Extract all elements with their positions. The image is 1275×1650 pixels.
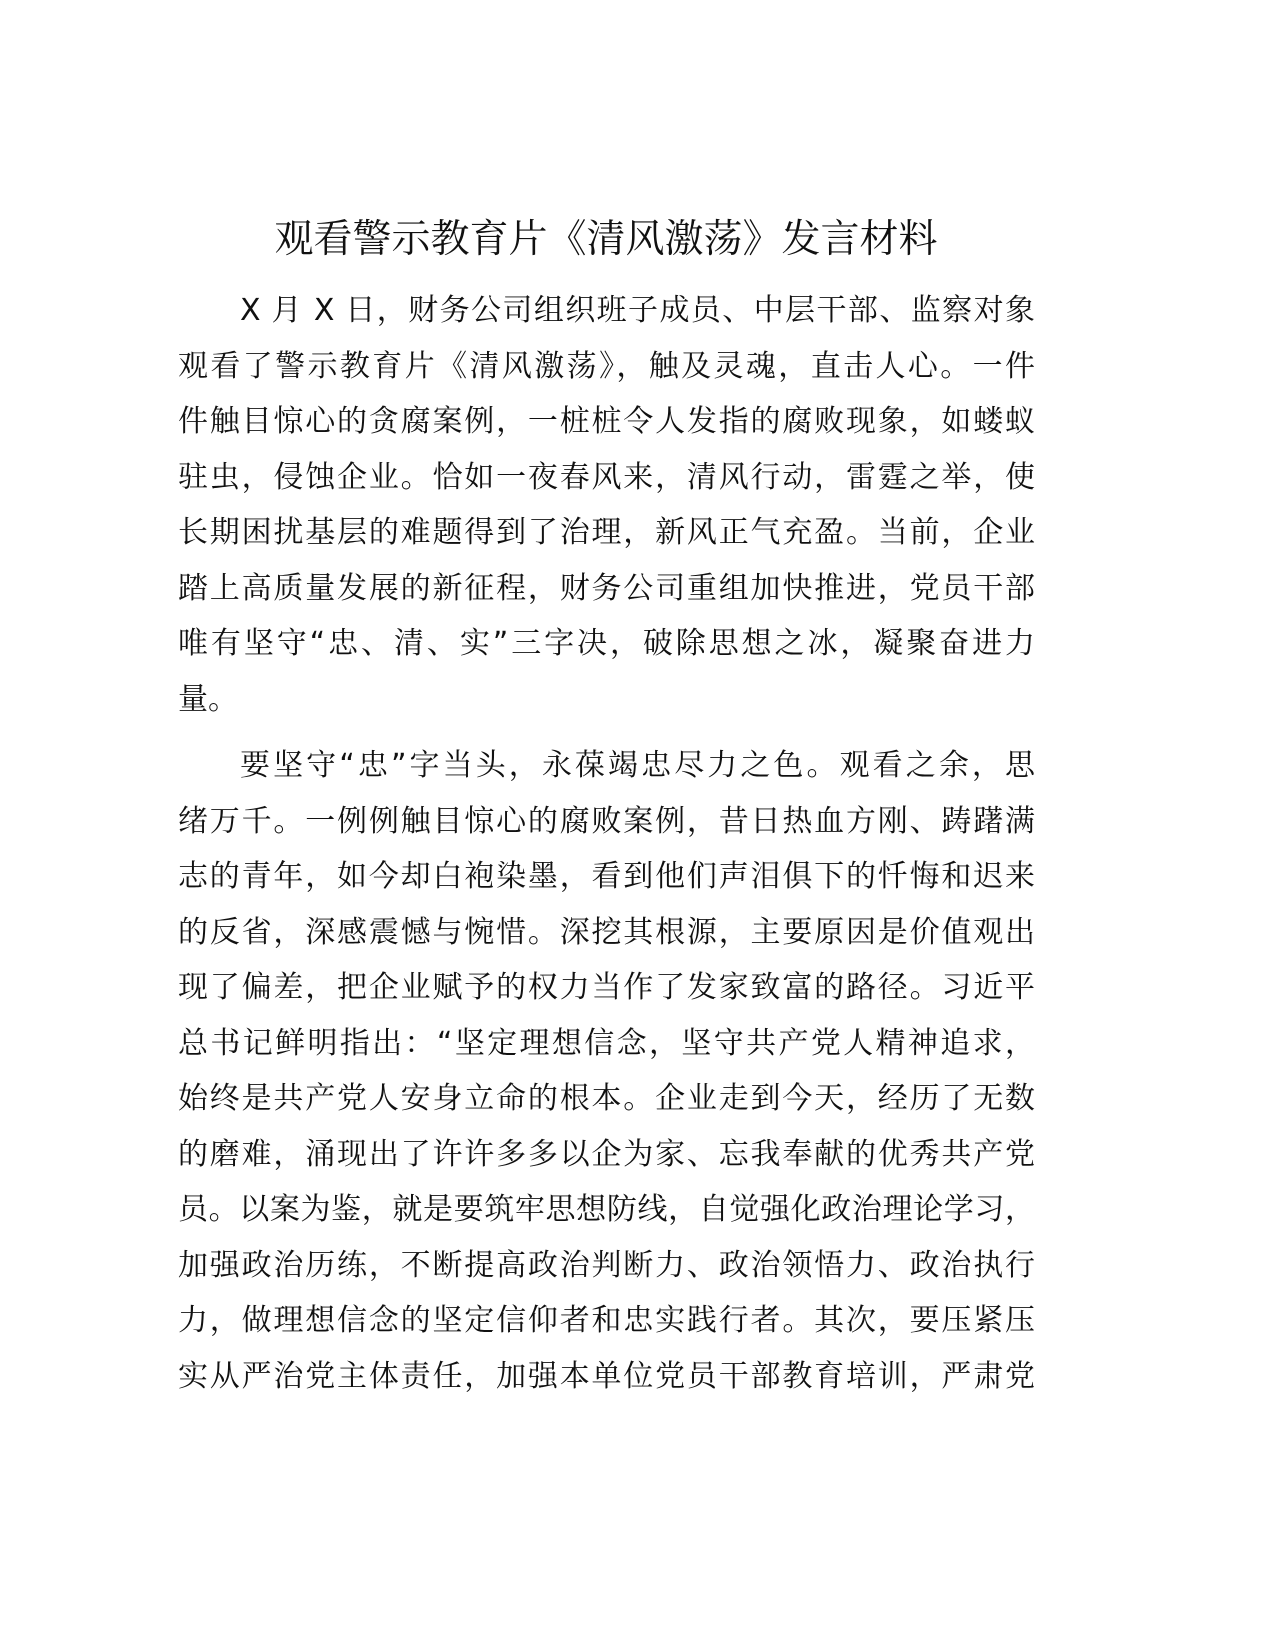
text-line: 观看了警示教育片《清风激荡》，触及灵魂，直击人心。一件 xyxy=(178,348,1035,384)
text-line: 总书记鲜明指出：“坚定理想信念，坚守共产党人精神追求， xyxy=(178,1025,1035,1061)
text-line: 实从严治党主体责任，加强本单位党员干部教育培训，严肃党 xyxy=(178,1358,1035,1394)
text-line: X 月 X 日，财务公司组织班子成员、中层干部、监察对象 xyxy=(240,293,1035,328)
text-line: 的磨难，涌现出了许许多多以企为家、忘我奉献的优秀共产党 xyxy=(178,1136,1035,1172)
text-line: 现了偏差，把企业赋予的权力当作了发家致富的路径。习近平 xyxy=(178,970,1035,1005)
text-line: 志的青年，如今却白袍染墨，看到他们声泪俱下的忏悔和迟来 xyxy=(178,859,1035,894)
text-line: 量。 xyxy=(178,681,238,717)
text-line: 驻虫，侵蚀企业。恰如一夜春风来，清风行动，雷霆之举，使 xyxy=(178,459,1035,495)
text-line: 绪万千。一例例触目惊心的腐败案例，昔日热血方刚、踌躇满 xyxy=(178,803,1035,839)
text-line: 要坚守“忠”字当头，永葆竭忠尽力之色。观看之余，思 xyxy=(240,748,1035,783)
text-line: 踏上高质量发展的新征程，财务公司重组加快推进，党员干部 xyxy=(178,570,1035,606)
text-line: 的反省，深感震憾与惋惜。深挖其根源，主要原因是价值观出 xyxy=(178,914,1035,950)
paragraph-1 xyxy=(178,283,1035,727)
paragraph-2 xyxy=(178,738,1035,1404)
text-line: 始终是共产党人安身立命的根本。企业走到今天，经历了无数 xyxy=(178,1081,1035,1116)
text-line: 员。以案为鉴，就是要筑牢思想防线，自觉强化政治理论学习， xyxy=(178,1192,1035,1227)
text-line: 长期困扰基层的难题得到了治理，新风正气充盈。当前，企业 xyxy=(178,515,1035,550)
text-line: 件触目惊心的贪腐案例，一桩桩令人发指的腐败现象，如蝼蚁 xyxy=(178,404,1035,439)
text-line: 力，做理想信念的坚定信仰者和忠实践行者。其次，要压紧压 xyxy=(178,1303,1035,1338)
document-title: 观看警示教育片《清风激荡》发言材料 xyxy=(274,217,938,262)
text-line: 加强政治历练，不断提高政治判断力、政治领悟力、政治执行 xyxy=(178,1247,1035,1283)
text-line: 唯有坚守“忠、清、实”三字决，破除思想之冰，凝聚奋进力 xyxy=(178,626,1035,661)
